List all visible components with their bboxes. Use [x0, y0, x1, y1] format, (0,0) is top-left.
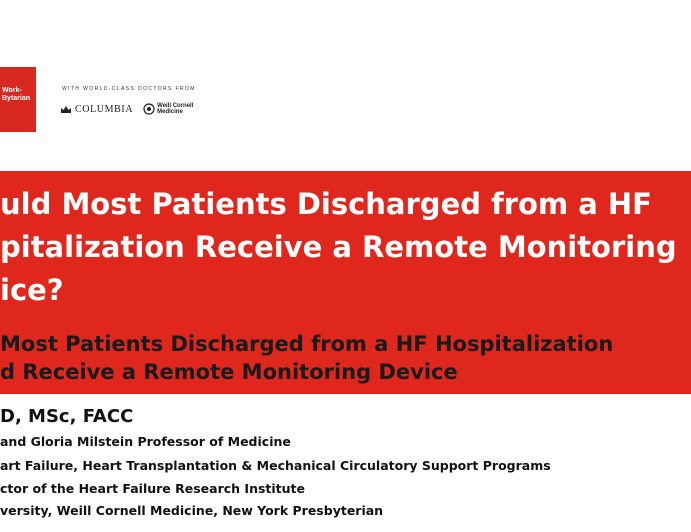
logo-text	[2, 87, 30, 103]
title-line-1: uld Most Patients Discharged from a HF	[0, 187, 652, 221]
weill-cornell-logo	[143, 103, 193, 115]
subtitle-line-2: d Receive a Remote Monitoring Device	[0, 360, 458, 384]
wcm-line1: Weill Cornell	[157, 103, 194, 109]
hospital-logo	[0, 67, 36, 132]
credential-line-3: ctor of the Heart Failure Research Institute	[0, 481, 305, 496]
logo-text-line2: Bytarian	[2, 95, 31, 102]
credential-line-1: and Gloria Milstein Professor of Medicine	[0, 434, 291, 449]
affiliation-logos	[60, 100, 193, 118]
shield-icon	[143, 103, 155, 115]
presenter-name: D, MSc, FACC	[0, 406, 134, 427]
wcm-text	[157, 103, 193, 115]
title-line-2: pitalization Receive a Remote Monitoring	[0, 230, 677, 264]
columbia-logo	[60, 104, 133, 115]
logo-text-line1: Work-	[2, 87, 22, 94]
title-banner	[0, 171, 691, 394]
affiliation-tagline: WITH WORLD-CLASS DOCTORS FROM	[62, 86, 196, 92]
credential-line-4: versity, Weill Cornell Medicine, New York Presbyterian	[0, 503, 384, 518]
columbia-label: COLUMBIA	[75, 103, 134, 115]
wcm-line2: Medicine	[157, 109, 183, 115]
credential-line-2: art Failure, Heart Transplantation & Mechanical Circulatory Support Programs	[0, 458, 551, 473]
title-line-3: ice?	[0, 273, 64, 307]
crown-icon	[60, 105, 72, 114]
subtitle-line-1: Most Patients Discharged from a HF Hospitalization	[0, 332, 614, 356]
